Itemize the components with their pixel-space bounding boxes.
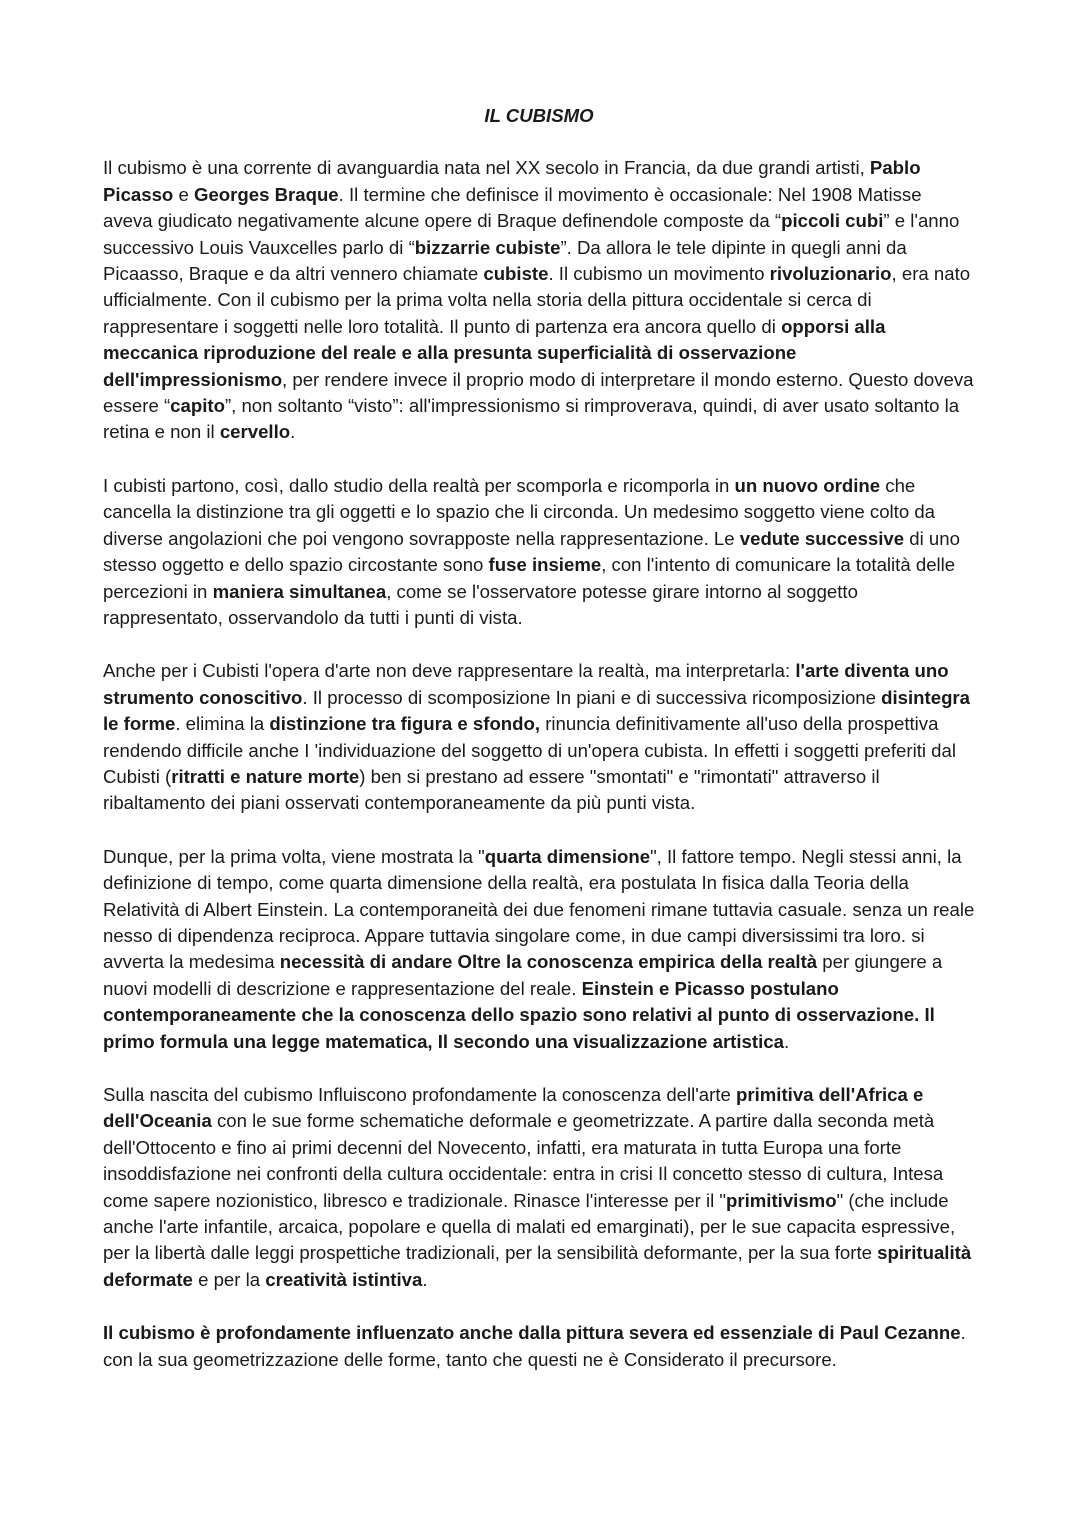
text-run: . Il cubismo un movimento bbox=[548, 263, 770, 285]
text-run: ”, non soltanto “visto”: all'impressionismo si rimproverava, quindi, di aver usato soltanto la retina e non il bbox=[103, 395, 960, 443]
text-run: . Il processo di scomposizione In piani e di successiva ricomposizione bbox=[302, 686, 882, 708]
bold-text-run: Pablo Picasso bbox=[103, 157, 921, 205]
text-run: ” e l'anno successivo Louis Vauxcelles parlo di “ bbox=[103, 210, 960, 258]
paragraph bbox=[103, 155, 975, 445]
bold-text-run: cervello bbox=[219, 421, 291, 443]
bold-text-run: disintegra le forme bbox=[103, 686, 971, 735]
bold-text-run: l'arte diventa uno strumento conoscitivo bbox=[103, 660, 949, 708]
text-run: , con l'intento di comunicare la totalità delle percezioni in bbox=[103, 554, 956, 602]
text-run: che cancella la distinzione tra gli oggetti e lo spazio che li circonda. Un medesimo soggetto viene colto da diverse angolazioni che poi vengono sovrapposte nella rappresentazione. Le bbox=[103, 474, 936, 549]
paragraph bbox=[103, 844, 975, 1055]
bold-text-run: maniera simultanea bbox=[212, 580, 387, 602]
text-run: Il cubismo è una corrente di avanguardia nata nel XX secolo in Francia, da due grandi artisti, bbox=[103, 157, 870, 179]
bold-text-run: primitivismo bbox=[726, 1189, 837, 1211]
bold-text-run: quarta dimensione bbox=[484, 845, 651, 867]
bold-text-run: fuse insieme bbox=[488, 554, 602, 576]
bold-text-run: ritratti e nature morte bbox=[171, 765, 360, 787]
text-run: e per la bbox=[192, 1268, 266, 1290]
bold-text-run: opporsi alla meccanica riproduzione del reale e alla presunta superficialità di osservazione dell'impressionismo bbox=[103, 315, 886, 390]
text-run: I cubisti partono, così, dallo studio della realtà per scomporla e ricomporla in bbox=[103, 474, 735, 496]
text-run: , come se l'osservatore potesse girare intorno al soggetto rappresentato, osservandolo da tutti i punti di vista. bbox=[103, 580, 858, 628]
text-run: con le sue forme schematiche deformale e geometrizzate. A partire dalla seconda metà dell'Ottocento e fino ai primi decenni del Novecento, infatti, era maturata in tutta Europa una forte insoddisfazione nei confronti della cultura occidentale: entra in crisi Il concetto stesso di cultura, Intesa come sapere nozionistico, libresco e tradizionale. Rinasce l'interesse per il " bbox=[103, 1110, 944, 1211]
text-run: . bbox=[290, 421, 296, 443]
bold-text-run: rivoluzionario bbox=[769, 263, 892, 285]
text-run: . con la sua geometrizzazione delle forme, tanto che questi ne è Considerato il precursore. bbox=[103, 1322, 966, 1370]
document-page bbox=[103, 103, 975, 1400]
paragraph bbox=[103, 1320, 975, 1373]
bold-text-run: Il cubismo è profondamente influenzato anche dalla pittura severa ed essenziale di Paul Cezanne bbox=[103, 1322, 961, 1344]
text-run: Dunque, per la prima volta, viene mostrata la " bbox=[103, 845, 485, 867]
paragraph bbox=[103, 1082, 975, 1293]
bold-text-run: vedute successive bbox=[739, 527, 905, 549]
text-run: ", Il fattore tempo. Negli stessi anni, la definizione di tempo, come quarta dimensione della realtà, era postulata In fisica dalla Teoria della Relatività di Albert Einstein. La contemporaneità dei due fenomeni rimane tuttavia casuale. senza un reale nesso di dipendenza reciproca. Appare tuttavia singolare come, in due campi diversissimi tra loro. si avverta la medesima bbox=[103, 845, 975, 973]
paragraph bbox=[103, 473, 975, 631]
text-run: e bbox=[173, 183, 194, 205]
text-run: Sulla nascita del cubismo Influiscono profondamente la conoscenza dell'arte bbox=[103, 1084, 737, 1105]
paragraph bbox=[103, 658, 975, 816]
bold-text-run: bizzarrie cubiste bbox=[414, 236, 561, 258]
document-title: IL CUBISMO bbox=[484, 105, 594, 126]
bold-text-run: creatività istintiva bbox=[265, 1268, 423, 1290]
text-run: . bbox=[422, 1268, 428, 1290]
bold-text-run: distinzione tra figura e sfondo, bbox=[269, 713, 541, 735]
bold-text-run: Einstein e Picasso postulano contemporaneamente che la conoscenza dello spazio sono relativi al punto di osservazione. Il primo formula una legge matematica, Il secondo una visualizzazione artistica bbox=[103, 977, 935, 1052]
text-run: ”. Da allora le tele dipinte in quegli anni da Picaasso, Braque e da altri vennero chiamate bbox=[103, 236, 907, 285]
text-run: . Il termine che definisce il movimento è occasionale: Nel 1908 Matisse aveva giudicato negativamente alcune opere di Braque definendole composte da “ bbox=[103, 183, 922, 232]
bold-text-run: Georges Braque bbox=[193, 183, 339, 205]
text-run: , era nato ufficialmente. Con il cubismo per la prima volta nella storia della pittura occidentale si cerca di rappresentare i soggetti nelle loro totalità. Il punto di partenza era ancora quello di bbox=[103, 263, 971, 337]
text-run: rinuncia definitivamente all'uso della prospettiva rendendo difficile anche I 'individuazione del soggetto di un'opera cubista. In effetti i soggetti preferiti dal Cubisti ( bbox=[103, 713, 956, 787]
text-run: Anche per i Cubisti l'opera d'arte non deve rappresentare la realtà, ma interpretarla: bbox=[103, 660, 796, 682]
bold-text-run: capito bbox=[170, 395, 225, 417]
bold-text-run: cubiste bbox=[483, 263, 549, 285]
text-run: , per rendere invece il proprio modo di interpretare il mondo esterno. Questo doveva essere “ bbox=[103, 368, 974, 417]
bold-text-run: piccoli cubi bbox=[781, 210, 884, 232]
bold-text-run: spiritualità deformate bbox=[103, 1242, 972, 1290]
text-run: " (che include anche l'arte infantile, arcaica, popolare e quella di malati ed emarginati), per le sue capacita espressive, per la libertà dalle leggi prospettiche tradizionali, per la sensibilità deformante, per la sua forte bbox=[103, 1189, 956, 1264]
bold-text-run: un nuovo ordine bbox=[734, 474, 881, 496]
bold-text-run: necessità di andare Oltre la conoscenza empirica della realtà bbox=[279, 951, 818, 973]
text-run: . elimina la bbox=[175, 713, 270, 735]
text-run: . bbox=[783, 1030, 790, 1052]
bold-text-run: primitiva dell'Africa e dell'Oceania bbox=[103, 1084, 924, 1132]
text-run: per giungere a nuovi modelli di descrizione e rappresentazione del reale. bbox=[103, 951, 943, 999]
text-run: di uno stesso oggetto e dello spazio circostante sono bbox=[103, 527, 960, 576]
text-run: ) ben si prestano ad essere "smontati" e "rimontati" attraverso il ribaltamento dei piani osservati contemporaneamente da più punti vista. bbox=[103, 765, 880, 814]
